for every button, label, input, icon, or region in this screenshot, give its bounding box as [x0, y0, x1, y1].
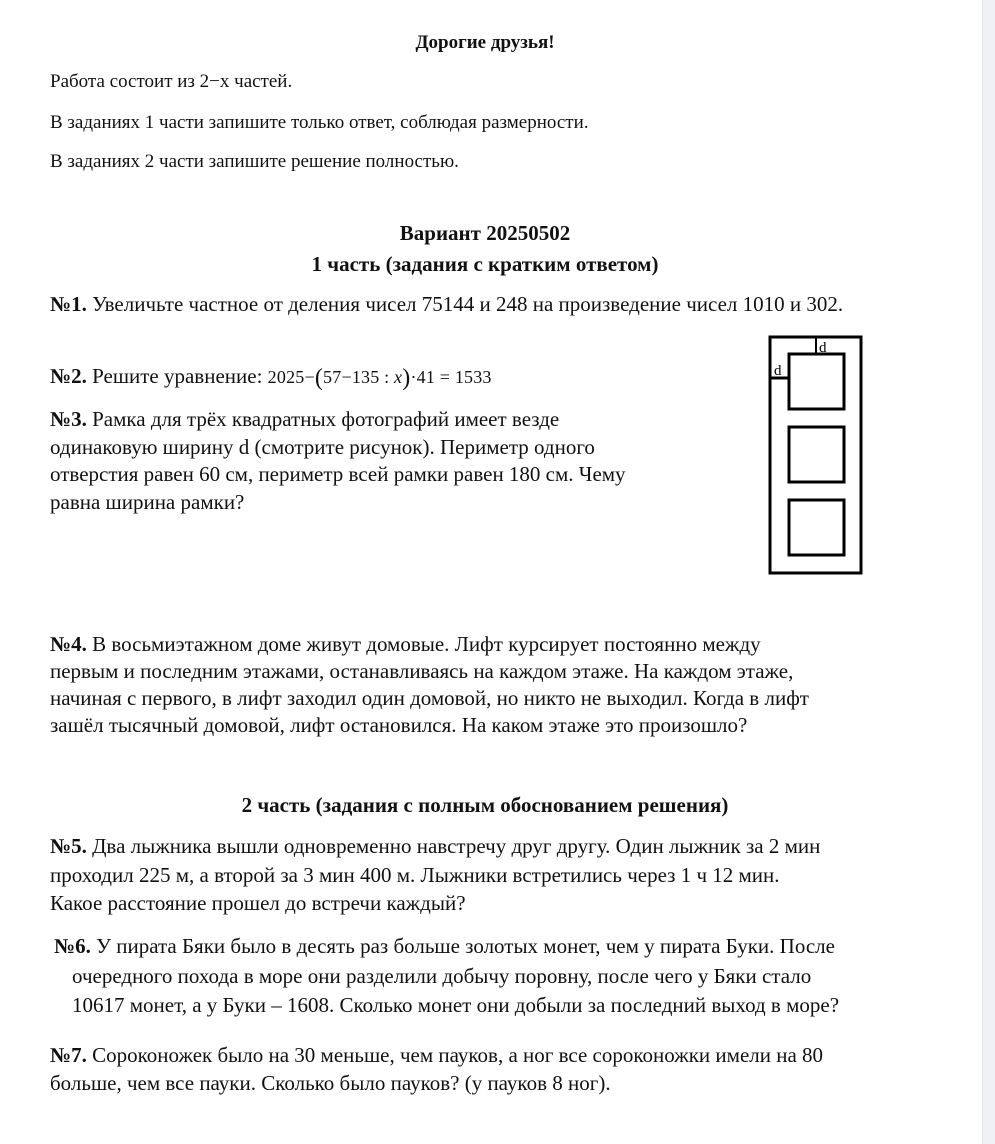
task-text-line: 10617 монет, а у Буки – 1608. Сколько монет они добыли за последний выход в море? — [72, 993, 840, 1017]
task-number: №2. — [50, 364, 87, 388]
task-text-line: отверстия равен 60 см, периметр всей рамки равен 180 см. Чему — [50, 462, 626, 486]
task-text: Решите уравнение: — [92, 364, 263, 388]
task-2 — [50, 363, 750, 392]
task-text-line: зашёл тысячный домовой, лифт остановился. На каком этаже это произошло? — [50, 713, 748, 737]
task-text-line: Рамка для трёх квадратных фотографий имеет везде — [92, 407, 560, 431]
intro-line-1: Работа состоит из 2−х частей. — [50, 71, 293, 92]
part1-heading: 1 часть (задания с кратким ответом) — [311, 252, 659, 276]
task-text-line: одинаковую ширину d (смотрите рисунок). Периметр одного — [50, 434, 595, 459]
task-text-line: В восьмиэтажном доме живут домовые. Лифт курсирует постоянно между — [92, 632, 761, 656]
task-text-line: Сороконожек было на 30 меньше, чем пауков, а ног все сороконожки имели на 80 — [92, 1043, 824, 1067]
task-number: №6. — [54, 934, 91, 958]
task-text-line: проходил 225 м, а второй за 3 мин 400 м. Лыжники встретились через 1 ч 12 мин. — [50, 862, 780, 887]
equation: 2025−(57−135 : x)·41 = 1533 — [267, 365, 492, 391]
task-text-line: первым и последним этажами, останавливаясь на каждом этаже. На каждом этаже, — [50, 659, 794, 683]
intro-line-2: В заданиях 1 части запишите только ответ, соблюдая размерности. — [50, 112, 589, 133]
task-number: №3. — [50, 407, 87, 431]
task-text-line: больше, чем все пауки. Сколько было пауков? (у пауков 8 ног). — [50, 1071, 611, 1095]
intro-line-3: В заданиях 2 части запишите решение полностью. — [50, 151, 459, 172]
task-number: №7. — [50, 1043, 87, 1067]
task-7 — [50, 1041, 950, 1097]
task-1 — [50, 291, 900, 318]
task-text-line: Какое расстояние прошел до встречи каждый? — [50, 891, 466, 915]
task-4 — [50, 631, 950, 739]
task-text-line: очередного похода в море они разделили добычу поровну, после чего у Бяки стало — [72, 963, 812, 988]
frame-figure — [768, 335, 864, 576]
greeting-title: Дорогие друзья! — [415, 32, 555, 53]
task-number: №4. — [50, 632, 87, 656]
task-6 — [54, 932, 934, 1021]
task-number: №5. — [50, 834, 87, 858]
variant-title: Вариант 20250502 — [399, 221, 571, 245]
label-d-top: d — [819, 340, 827, 356]
part2-heading: 2 часть (задания с полным обоснованием решения) — [241, 793, 729, 817]
scrollbar-track[interactable] — [982, 0, 995, 1144]
task-text-line: начиная с первого, в лифт заходил один домовой, но никто не выходил. Когда в лифт — [50, 686, 809, 710]
task-text: Увеличьте частное от деления чисел 75144 и 248 на произведение чисел 1010 и 302. — [92, 292, 844, 316]
task-text-line: У пирата Бяки было в десять раз больше золотых монет, чем у пирата Буки. После — [96, 934, 835, 958]
task-3 — [50, 406, 750, 516]
task-number: №1. — [50, 292, 87, 316]
label-d-left: d — [774, 363, 782, 379]
task-5 — [50, 832, 950, 918]
task-text-line: Два лыжника вышли одновременно навстречу друг другу. Один лыжник за 2 мин — [92, 834, 821, 858]
task-text-line: равна ширина рамки? — [50, 489, 245, 514]
